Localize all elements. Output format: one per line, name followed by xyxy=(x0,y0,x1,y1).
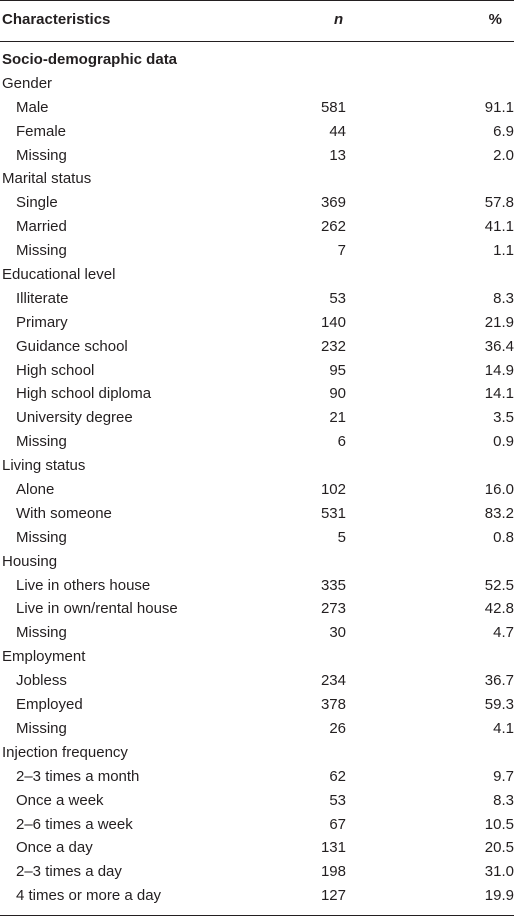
table-bottom-rule xyxy=(0,915,514,916)
row-label: Missing xyxy=(16,433,67,451)
row-percent-value: 91.1 xyxy=(484,98,514,116)
table-row xyxy=(0,359,514,383)
table-row xyxy=(0,215,514,239)
table-row xyxy=(0,406,514,430)
row-label: University degree xyxy=(16,409,133,427)
row-label: High school xyxy=(16,361,95,379)
table-body xyxy=(0,48,514,908)
row-label: Housing xyxy=(2,552,58,570)
table-row xyxy=(0,430,514,454)
header-n: n xyxy=(334,11,344,28)
row-n-value: 7 xyxy=(337,242,346,260)
row-n-value: 30 xyxy=(329,624,346,642)
row-label: Female xyxy=(16,122,67,140)
table-row xyxy=(0,478,514,502)
row-label: Married xyxy=(16,218,67,236)
table-row xyxy=(0,526,514,550)
section-heading-row xyxy=(0,48,514,72)
row-percent-value: 16.0 xyxy=(484,481,514,499)
row-label: Employment xyxy=(2,648,86,666)
table-row xyxy=(0,144,514,168)
row-percent-value: 6.9 xyxy=(493,122,514,140)
row-n-value: 127 xyxy=(320,887,346,905)
row-label: Live in others house xyxy=(16,576,151,594)
header-characteristics: Characteristics xyxy=(2,11,111,28)
row-percent-value: 0.9 xyxy=(493,433,514,451)
row-n-value: 335 xyxy=(320,576,346,594)
row-percent-value: 3.5 xyxy=(493,409,514,427)
group-heading-row xyxy=(0,550,514,574)
row-label: Once a week xyxy=(16,791,104,809)
row-label: Socio-demographic data xyxy=(2,51,178,68)
row-label: Injection frequency xyxy=(2,743,128,761)
table-row xyxy=(0,765,514,789)
row-n-value: 273 xyxy=(320,600,346,618)
row-label: Jobless xyxy=(16,672,67,690)
row-label: Male xyxy=(16,98,49,116)
table-row xyxy=(0,860,514,884)
row-n-value: 53 xyxy=(329,791,346,809)
table-row xyxy=(0,191,514,215)
row-label: Gender xyxy=(2,74,53,92)
row-percent-value: 36.4 xyxy=(484,337,514,355)
table-row xyxy=(0,717,514,741)
row-percent-value: 57.8 xyxy=(484,194,514,212)
table-row xyxy=(0,884,514,908)
row-percent-value: 59.3 xyxy=(484,696,514,714)
row-n-value: 13 xyxy=(329,146,346,164)
group-heading-row xyxy=(0,741,514,765)
table-row xyxy=(0,693,514,717)
table-row xyxy=(0,813,514,837)
group-heading-row xyxy=(0,263,514,287)
row-n-value: 53 xyxy=(329,289,346,307)
table-row xyxy=(0,239,514,263)
table-row xyxy=(0,287,514,311)
row-label: High school diploma xyxy=(16,385,152,403)
row-label: Missing xyxy=(16,719,67,737)
row-n-value: 378 xyxy=(320,696,346,714)
row-label: Living status xyxy=(2,457,86,475)
row-n-value: 232 xyxy=(320,337,346,355)
row-percent-value: 8.3 xyxy=(493,289,514,307)
table-row xyxy=(0,836,514,860)
row-percent-value: 2.0 xyxy=(493,146,514,164)
row-n-value: 90 xyxy=(329,385,346,403)
row-label: 2–3 times a month xyxy=(16,767,140,785)
row-label: Marital status xyxy=(2,170,92,188)
row-label: Missing xyxy=(16,624,67,642)
row-label: Single xyxy=(16,194,58,212)
table-row xyxy=(0,120,514,144)
row-n-value: 369 xyxy=(320,194,346,212)
row-percent-value: 9.7 xyxy=(493,767,514,785)
row-percent-value: 10.5 xyxy=(484,815,514,833)
row-label: 2–3 times a day xyxy=(16,863,122,881)
row-percent-value: 0.8 xyxy=(493,528,514,546)
row-percent-value: 14.9 xyxy=(484,361,514,379)
row-percent-value: 14.1 xyxy=(484,385,514,403)
row-label: Employed xyxy=(16,696,83,714)
row-label: Illiterate xyxy=(16,289,69,307)
table-row xyxy=(0,621,514,645)
group-heading-row xyxy=(0,167,514,191)
row-percent-value: 4.7 xyxy=(493,624,514,642)
row-percent-value: 8.3 xyxy=(493,791,514,809)
row-percent-value: 42.8 xyxy=(484,600,514,618)
row-percent-value: 31.0 xyxy=(484,863,514,881)
row-percent-value: 36.7 xyxy=(484,672,514,690)
row-percent-value: 83.2 xyxy=(484,504,514,522)
row-label: Once a day xyxy=(16,839,93,857)
group-heading-row xyxy=(0,645,514,669)
table-row xyxy=(0,502,514,526)
row-percent-value: 20.5 xyxy=(484,839,514,857)
group-heading-row xyxy=(0,72,514,96)
row-n-value: 531 xyxy=(320,504,346,522)
row-percent-value: 19.9 xyxy=(484,887,514,905)
row-label: Educational level xyxy=(2,266,116,284)
row-label: 2–6 times a week xyxy=(16,815,133,833)
table-row xyxy=(0,311,514,335)
row-label: With someone xyxy=(16,504,112,522)
row-percent-value: 52.5 xyxy=(484,576,514,594)
table-header xyxy=(0,0,514,40)
row-label: Missing xyxy=(16,528,67,546)
row-n-value: 21 xyxy=(329,409,346,427)
row-percent-value: 41.1 xyxy=(484,218,514,236)
table-row xyxy=(0,669,514,693)
row-label: Missing xyxy=(16,146,67,164)
row-label: Primary xyxy=(16,313,68,331)
table-row xyxy=(0,382,514,406)
row-label: Missing xyxy=(16,242,67,260)
row-n-value: 131 xyxy=(320,839,346,857)
table-row xyxy=(0,96,514,120)
row-label: Guidance school xyxy=(16,337,128,355)
row-n-value: 5 xyxy=(337,528,346,546)
row-n-value: 67 xyxy=(329,815,346,833)
row-n-value: 140 xyxy=(320,313,346,331)
row-label: Alone xyxy=(16,481,55,499)
row-n-value: 234 xyxy=(320,672,346,690)
row-n-value: 581 xyxy=(320,98,346,116)
row-percent-value: 21.9 xyxy=(484,313,514,331)
row-label: 4 times or more a day xyxy=(16,887,162,905)
group-heading-row xyxy=(0,454,514,478)
table-row xyxy=(0,597,514,621)
row-percent-value: 4.1 xyxy=(493,719,514,737)
row-n-value: 102 xyxy=(320,481,346,499)
row-n-value: 26 xyxy=(329,719,346,737)
row-n-value: 95 xyxy=(329,361,346,379)
row-n-value: 262 xyxy=(320,218,346,236)
row-n-value: 44 xyxy=(329,122,346,140)
row-label: Live in own/rental house xyxy=(16,600,178,618)
row-n-value: 198 xyxy=(320,863,346,881)
table-row xyxy=(0,574,514,598)
row-percent-value: 1.1 xyxy=(493,242,514,260)
table-row xyxy=(0,789,514,813)
table-header-rule xyxy=(0,41,514,42)
row-n-value: 6 xyxy=(337,433,346,451)
header-percent: % xyxy=(488,11,502,28)
table-row xyxy=(0,335,514,359)
row-n-value: 62 xyxy=(329,767,346,785)
